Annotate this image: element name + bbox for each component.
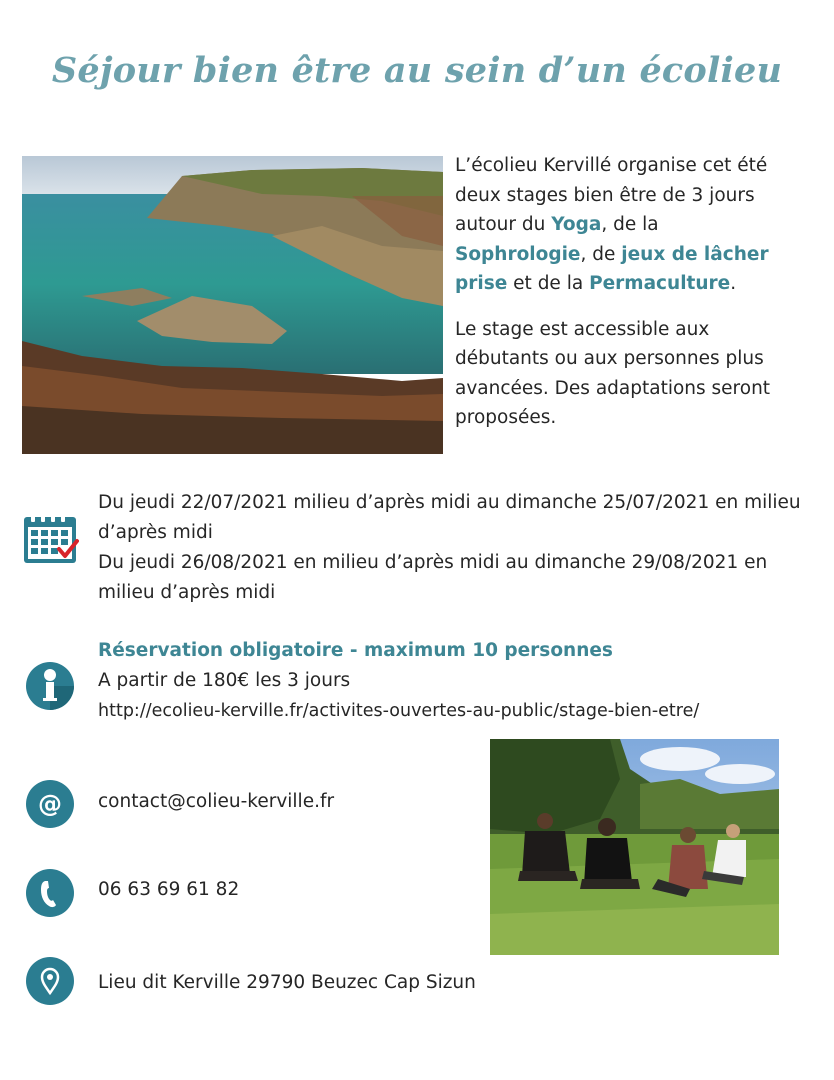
intro-text-comma: , [580,243,587,265]
calendar-icon [22,511,79,565]
highlight-jeux: jeux de lâcher prise [455,243,769,294]
coastline-photo [22,156,443,454]
intro-text [455,151,785,449]
intro-text-start: L’écolieu Kervillé organise cet été deux stages bien être de 3 jours autour du [455,155,768,235]
intro-text-de-la: , de la [601,214,659,235]
email-link[interactable]: contact@colieu-kerville.fr [98,791,335,812]
intro-text-period: . [730,273,737,294]
date-line-1: Du jeudi 22/07/2021 milieu d’après midi au dimanche 25/07/2021 en milieu d’après midi [98,492,801,543]
phone-icon [25,868,75,918]
website-link[interactable]: http://ecolieu-kerville.fr/activites-ouvertes-au-public/stage-bien-etre/ [98,701,700,721]
highlight-yoga: Yoga [551,214,602,235]
phone-number[interactable]: 06 63 69 61 82 [98,879,240,900]
address-text: Lieu dit Kerville 29790 Beuzec Cap Sizun [98,972,476,993]
reservation-block [98,636,833,726]
dates-text [98,488,818,608]
reservation-heading: Réservation obligatoire - maximum 10 personnes [98,640,613,661]
intro-text-et-de-la: et de la [513,273,584,294]
info-icon [25,661,75,711]
highlight-permaculture: Permaculture [589,273,731,294]
intro-text-de: de [592,243,616,265]
email-icon [25,779,75,829]
intro-paragraph-2: Le stage est accessible aux débutants ou aux personnes plus avancées. Des adaptations seront proposées. [455,318,771,428]
svg-text:@: @ [38,790,62,818]
meditation-group-photo [490,739,779,955]
intro-paragraph-1 [455,151,785,299]
price-text: A partir de 180€ les 3 jours [98,670,351,691]
highlight-sophrologie: Sophrologie [455,243,581,265]
page-title: Séjour bien être au sein d’un écolieu [51,50,783,91]
location-pin-icon [25,956,75,1006]
date-line-2: Du jeudi 26/08/2021 en milieu d’après midi au dimanche 29/08/2021 en milieu d’après midi [98,552,768,603]
